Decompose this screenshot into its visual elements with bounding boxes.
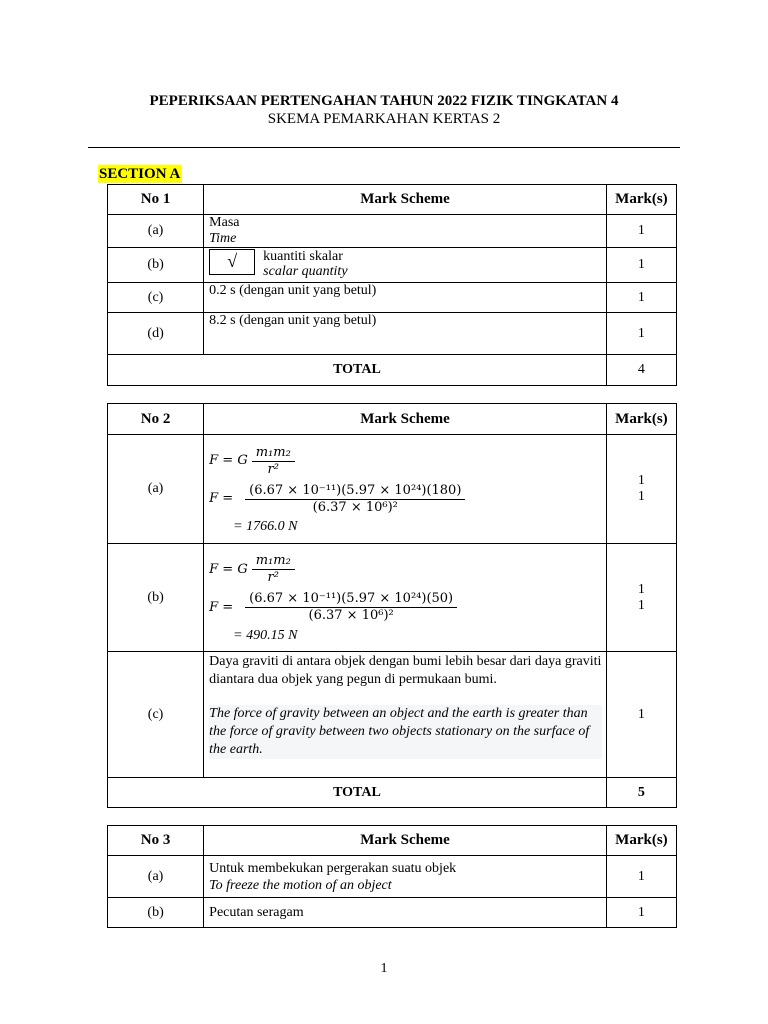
fraction-denominator: r² xyxy=(267,570,279,585)
row-number: (a) xyxy=(108,435,204,544)
mark-value: 1 xyxy=(637,489,645,504)
mark-value: 1 xyxy=(606,898,676,928)
section-label: SECTION A xyxy=(99,166,181,182)
row-number: (c) xyxy=(108,283,204,313)
substitution-line xyxy=(209,589,606,627)
answer-translation: To freeze the motion of an object xyxy=(209,877,392,893)
result-value: = 1766.0 N xyxy=(233,519,298,534)
column-header-marks: Mark(s) xyxy=(606,826,676,856)
fraction-denominator: (6.37 × 10⁶)² xyxy=(308,608,394,623)
answer-translation: The force of gravity between an object and the earth is greater than the force of gravity between two objects stationary on the surface of the earth. xyxy=(209,705,602,759)
answer-text: Masa xyxy=(209,215,240,230)
column-header-scheme: Mark Scheme xyxy=(204,826,607,856)
mark-scheme-cell xyxy=(204,856,607,898)
mark-scheme-cell xyxy=(204,283,607,313)
answer-translation: Time xyxy=(209,231,237,246)
row-number: (a) xyxy=(108,215,204,248)
table-row xyxy=(108,435,677,544)
answer-text: Daya graviti di antara objek dengan bumi lebih besar dari daya graviti diantara dua objek yang pegun di permukaan bumi. xyxy=(209,654,602,687)
fraction xyxy=(252,445,295,478)
formula-lhs: F = G xyxy=(209,561,248,577)
column-header-no: No 3 xyxy=(108,826,204,856)
fraction xyxy=(245,591,457,624)
mark-scheme-cell xyxy=(204,313,607,355)
table-row xyxy=(108,544,677,652)
page-header xyxy=(0,92,768,128)
mark-value: 1 xyxy=(637,597,645,613)
question-1-table xyxy=(107,184,677,386)
column-header-scheme: Mark Scheme xyxy=(204,185,607,215)
fraction-denominator: (6.37 × 10⁶)² xyxy=(312,499,398,515)
substitution-line xyxy=(209,480,606,518)
column-header-marks: Mark(s) xyxy=(606,404,676,435)
tick-box xyxy=(209,249,255,275)
question-3-table xyxy=(107,825,677,928)
mark-value: 1 xyxy=(606,248,676,283)
column-header-no: No 2 xyxy=(108,404,204,435)
row-number: (b) xyxy=(108,898,204,928)
fraction-numerator: (6.67 × 10⁻¹¹)(5.97 × 10²⁴)(50) xyxy=(245,591,457,608)
result-value: = 490.15 N xyxy=(233,627,298,643)
mark-value-cell xyxy=(606,544,676,652)
column-header-scheme: Mark Scheme xyxy=(204,404,607,435)
mark-value: 1 xyxy=(606,856,676,898)
row-number: (b) xyxy=(108,544,204,652)
table-row xyxy=(108,898,677,928)
fraction xyxy=(252,553,295,586)
mark-value: 1 xyxy=(606,283,676,313)
formula-lhs: F = G xyxy=(209,453,248,468)
row-number: (d) xyxy=(108,313,204,355)
mark-scheme-cell xyxy=(204,215,607,248)
check-mark-icon: √ xyxy=(227,251,238,271)
table-row xyxy=(108,652,677,778)
formula-line xyxy=(209,442,606,480)
table-row xyxy=(108,856,677,898)
row-number: (c) xyxy=(108,652,204,778)
row-number: (a) xyxy=(108,856,204,898)
answer-text: Pecutan seragam xyxy=(209,904,304,920)
mark-scheme-cell xyxy=(204,248,607,283)
question-2-table xyxy=(107,403,677,808)
page-number: 1 xyxy=(380,961,388,976)
fraction xyxy=(245,483,465,516)
fraction-denominator: r² xyxy=(267,461,279,477)
document-title: PEPERIKSAAN PERTENGAHAN TAHUN 2022 FIZIK TINGKATAN 4 xyxy=(149,93,619,109)
total-label: TOTAL xyxy=(108,355,607,386)
mark-scheme-cell xyxy=(204,435,607,544)
table-row xyxy=(108,248,677,283)
table-header-row xyxy=(108,185,677,215)
total-value: 5 xyxy=(606,778,676,808)
answer-text: Untuk membekukan pergerakan suatu objek xyxy=(209,860,457,876)
answer-text: 0.2 s (dengan unit yang betul) xyxy=(209,283,377,298)
mark-value: 1 xyxy=(606,215,676,248)
table-header-row xyxy=(108,826,677,856)
row-number: (b) xyxy=(108,248,204,283)
answer-text: 8.2 s (dengan unit yang betul) xyxy=(209,313,377,328)
formula-lhs: F = xyxy=(209,491,234,506)
mark-scheme-cell xyxy=(204,652,607,778)
total-row xyxy=(108,778,677,808)
total-label: TOTAL xyxy=(108,778,607,808)
total-row xyxy=(108,355,677,386)
formula-line xyxy=(209,551,606,589)
mark-value: 1 xyxy=(606,313,676,355)
mark-value: 1 xyxy=(637,581,645,597)
table-row xyxy=(108,215,677,248)
fraction-numerator: m₁m₂ xyxy=(252,445,295,462)
mark-scheme-cell xyxy=(204,898,607,928)
fraction-numerator: (6.67 × 10⁻¹¹)(5.97 × 10²⁴)(180) xyxy=(245,483,465,500)
column-header-marks: Mark(s) xyxy=(606,185,676,215)
table-row xyxy=(108,313,677,355)
mark-value: 1 xyxy=(637,473,645,488)
header-divider xyxy=(88,147,680,148)
answer-text: kuantiti skalar xyxy=(263,249,343,264)
mark-scheme-cell xyxy=(204,544,607,652)
formula-lhs: F = xyxy=(209,599,234,615)
mark-value: 1 xyxy=(606,652,676,778)
mark-value-cell xyxy=(606,435,676,544)
answer-translation: scalar quantity xyxy=(263,264,348,279)
table-header-row xyxy=(108,404,677,435)
fraction-numerator: m₁m₂ xyxy=(252,553,295,570)
document-subtitle: SKEMA PEMARKAHAN KERTAS 2 xyxy=(267,111,501,127)
total-value: 4 xyxy=(606,355,676,386)
table-row xyxy=(108,283,677,313)
column-header-no: No 1 xyxy=(108,185,204,215)
